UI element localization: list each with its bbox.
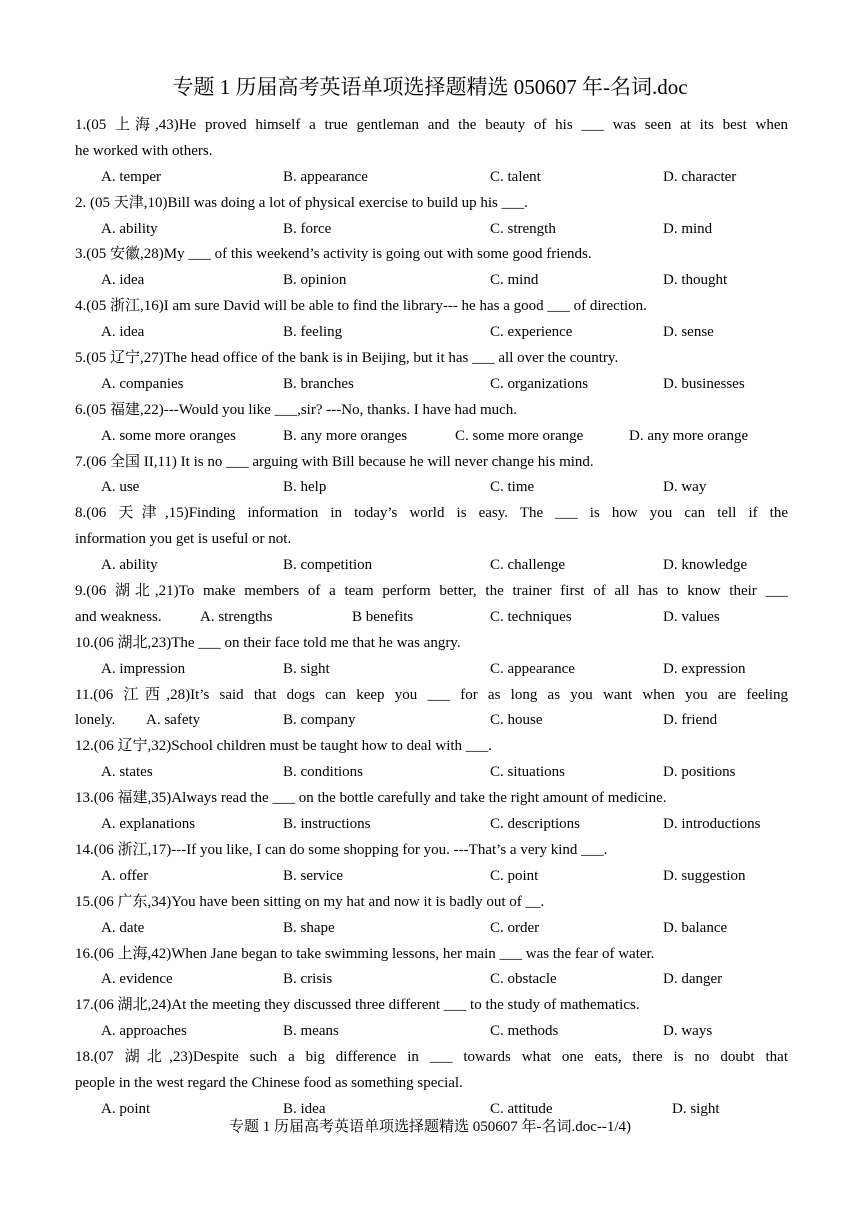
question-text: 15.(06 广东,34)You have been sitting on my hat and now it is badly out of __. [75, 893, 545, 910]
question-3 [75, 242, 788, 294]
option-d: D. positions [663, 764, 736, 781]
question-18 [75, 1045, 788, 1123]
question-text-continued-with-options [75, 708, 788, 734]
option-a: A. offer [101, 867, 149, 884]
option-b: B. shape [283, 919, 335, 936]
option-c: C. experience [490, 324, 573, 341]
question-text: 5.(05 辽宁,27)The head office of the bank is in Beijing, but it has ___ all over the country. [75, 350, 619, 367]
option-d: D. ways [663, 1023, 713, 1040]
question-6 [75, 398, 788, 450]
question-text: 16.(06 上海,42)When Jane began to take swimming lessons, her main ___ was the fear of water. [75, 945, 655, 962]
option-b: B. sight [283, 660, 330, 677]
option-a: A. safety [146, 712, 201, 729]
option-c: C. point [490, 867, 539, 884]
question-list [75, 113, 788, 1123]
option-b: B. means [283, 1023, 339, 1040]
question-text: 17.(06 湖北,24)At the meeting they discussed three different ___ to the study of mathematics. [75, 997, 640, 1014]
question-text: 9.(06 湖北,21)To make members of a team perform better, the trainer first of all has to know their ___ [75, 583, 788, 600]
option-c: C. obstacle [490, 971, 557, 988]
question-4 [75, 294, 788, 346]
question-10 [75, 631, 788, 683]
options-row [75, 760, 788, 786]
option-a: A. ability [101, 557, 158, 574]
options-row [75, 217, 788, 243]
option-b: B. opinion [283, 272, 347, 289]
question-text: 12.(06 辽宁,32)School children must be taught how to deal with ___. [75, 738, 493, 755]
question-11 [75, 683, 788, 735]
question-7 [75, 450, 788, 502]
option-c: C. methods [490, 1023, 559, 1040]
option-c: C. talent [490, 168, 541, 185]
option-a: A. impression [101, 660, 186, 677]
option-a: A. date [101, 919, 145, 936]
option-a: A. companies [101, 375, 184, 392]
options-row [75, 320, 788, 346]
question-text-continued: lonely. [75, 712, 116, 729]
option-c: C. techniques [490, 608, 572, 625]
option-b: B. service [283, 867, 343, 884]
question-text: 7.(06 全国 II,11) It is no ___ arguing with Bill because he will never change his mind. [75, 453, 594, 470]
option-d: D. danger [663, 971, 723, 988]
option-a: A. some more oranges [101, 427, 236, 444]
option-d: D. suggestion [663, 867, 746, 884]
option-d: D. way [663, 479, 707, 496]
option-c: C. some more orange [455, 427, 584, 444]
option-b: B. company [283, 712, 356, 729]
option-d: D. any more orange [629, 427, 749, 444]
option-a: A. evidence [101, 971, 173, 988]
option-c: C. house [490, 712, 543, 729]
question-text: 3.(05 安徽,28)My ___ of this weekend’s activity is going out with some good friends. [75, 246, 592, 263]
option-a: A. strengths [200, 608, 273, 625]
question-17 [75, 993, 788, 1045]
question-text: 2. (05 天津,10)Bill was doing a lot of physical exercise to build up his ___. [75, 194, 528, 211]
option-a: A. idea [101, 324, 145, 341]
question-text: 13.(06 福建,35)Always read the ___ on the bottle carefully and take the right amount of medicine. [75, 790, 667, 807]
options-row [75, 864, 788, 890]
option-a: A. approaches [101, 1023, 187, 1040]
question-2 [75, 191, 788, 243]
options-row [75, 424, 788, 450]
options-row [75, 967, 788, 993]
option-a: A. point [101, 1100, 151, 1117]
option-a: A. idea [101, 272, 145, 289]
question-text-continued: information you get is useful or not. [75, 531, 292, 548]
option-b: B. conditions [283, 764, 364, 781]
option-d: D. values [663, 608, 720, 625]
page-footer: 专题 1 历届高考英语单项选择题精选 050607 年-名词.doc--1/4) [228, 1119, 632, 1135]
options-row [75, 1019, 788, 1045]
option-b: B. competition [283, 557, 373, 574]
option-c: C. appearance [490, 660, 575, 677]
question-5 [75, 346, 788, 398]
option-d: D. friend [663, 712, 718, 729]
question-text-continued: he worked with others. [75, 142, 213, 159]
question-text: 18.(07 湖北,23)Despite such a big difference in ___ towards what one eats, there is no doubt that [75, 1049, 788, 1066]
option-b: B. any more oranges [283, 427, 408, 444]
option-d: D. sight [672, 1100, 720, 1117]
option-a: A. ability [101, 220, 158, 237]
question-8 [75, 501, 788, 579]
options-row [75, 475, 788, 501]
option-c: C. descriptions [490, 816, 580, 833]
question-text-continued: and weakness. [75, 608, 162, 625]
question-text-continued-with-options [75, 605, 788, 631]
option-c: C. strength [490, 220, 556, 237]
option-d: D. businesses [663, 375, 745, 392]
option-c: C. challenge [490, 557, 565, 574]
document-title: 专题 1 历届高考英语单项选择题精选 050607 年-名词.doc [172, 75, 688, 99]
question-16 [75, 942, 788, 994]
question-9 [75, 579, 788, 631]
option-b: B. instructions [283, 816, 371, 833]
option-d: D. thought [663, 272, 728, 289]
option-d: D. mind [663, 220, 713, 237]
question-text: 11.(06 江西,28)It’s said that dogs can keep you ___ for as long as you want when you are feeling [75, 686, 788, 703]
options-row [75, 553, 788, 579]
option-b: B. force [283, 220, 332, 237]
options-row [75, 165, 788, 191]
question-14 [75, 838, 788, 890]
option-c: C. order [490, 919, 540, 936]
options-row [75, 916, 788, 942]
option-b: B. branches [283, 375, 354, 392]
option-c: C. attitude [490, 1100, 553, 1117]
option-d: D. character [663, 168, 737, 185]
option-a: A. states [101, 764, 153, 781]
question-15 [75, 890, 788, 942]
option-b: B. appearance [283, 168, 368, 185]
question-text: 14.(06 浙江,17)---If you like, I can do some shopping for you. ---That’s a very kind ___. [75, 841, 608, 858]
options-row [75, 372, 788, 398]
question-13 [75, 786, 788, 838]
option-d: D. expression [663, 660, 746, 677]
option-b: B. idea [283, 1100, 326, 1117]
option-b: B benefits [352, 608, 414, 625]
question-text: 8.(06 天津,15)Finding information in today’s world is easy. The ___ is how you can tell if the [75, 505, 788, 522]
option-b: B. feeling [283, 324, 343, 341]
option-c: C. mind [490, 272, 539, 289]
options-row [75, 812, 788, 838]
option-d: D. introductions [663, 816, 761, 833]
option-c: C. situations [490, 764, 566, 781]
option-a: A. explanations [101, 816, 196, 833]
option-c: C. time [490, 479, 535, 496]
question-12 [75, 734, 788, 786]
question-text: 10.(06 湖北,23)The ___ on their face told me that he was angry. [75, 634, 461, 651]
option-b: B. help [283, 479, 327, 496]
question-text-continued: people in the west regard the Chinese food as something special. [75, 1074, 463, 1091]
option-c: C. organizations [490, 375, 589, 392]
option-d: D. sense [663, 324, 714, 341]
option-a: A. use [101, 479, 140, 496]
options-row [75, 268, 788, 294]
option-d: D. knowledge [663, 557, 748, 574]
option-b: B. crisis [283, 971, 333, 988]
option-a: A. temper [101, 168, 161, 185]
question-text: 4.(05 浙江,16)I am sure David will be able to find the library--- he has a good ___ of direction. [75, 298, 647, 315]
question-1 [75, 113, 788, 191]
options-row [75, 657, 788, 683]
question-text: 1.(05 上海,43)He proved himself a true gentleman and the beauty of his ___ was seen at its best when [75, 117, 788, 133]
question-text: 6.(05 福建,22)---Would you like ___,sir? ---No, thanks. I have had much. [75, 401, 518, 418]
option-d: D. balance [663, 919, 728, 936]
